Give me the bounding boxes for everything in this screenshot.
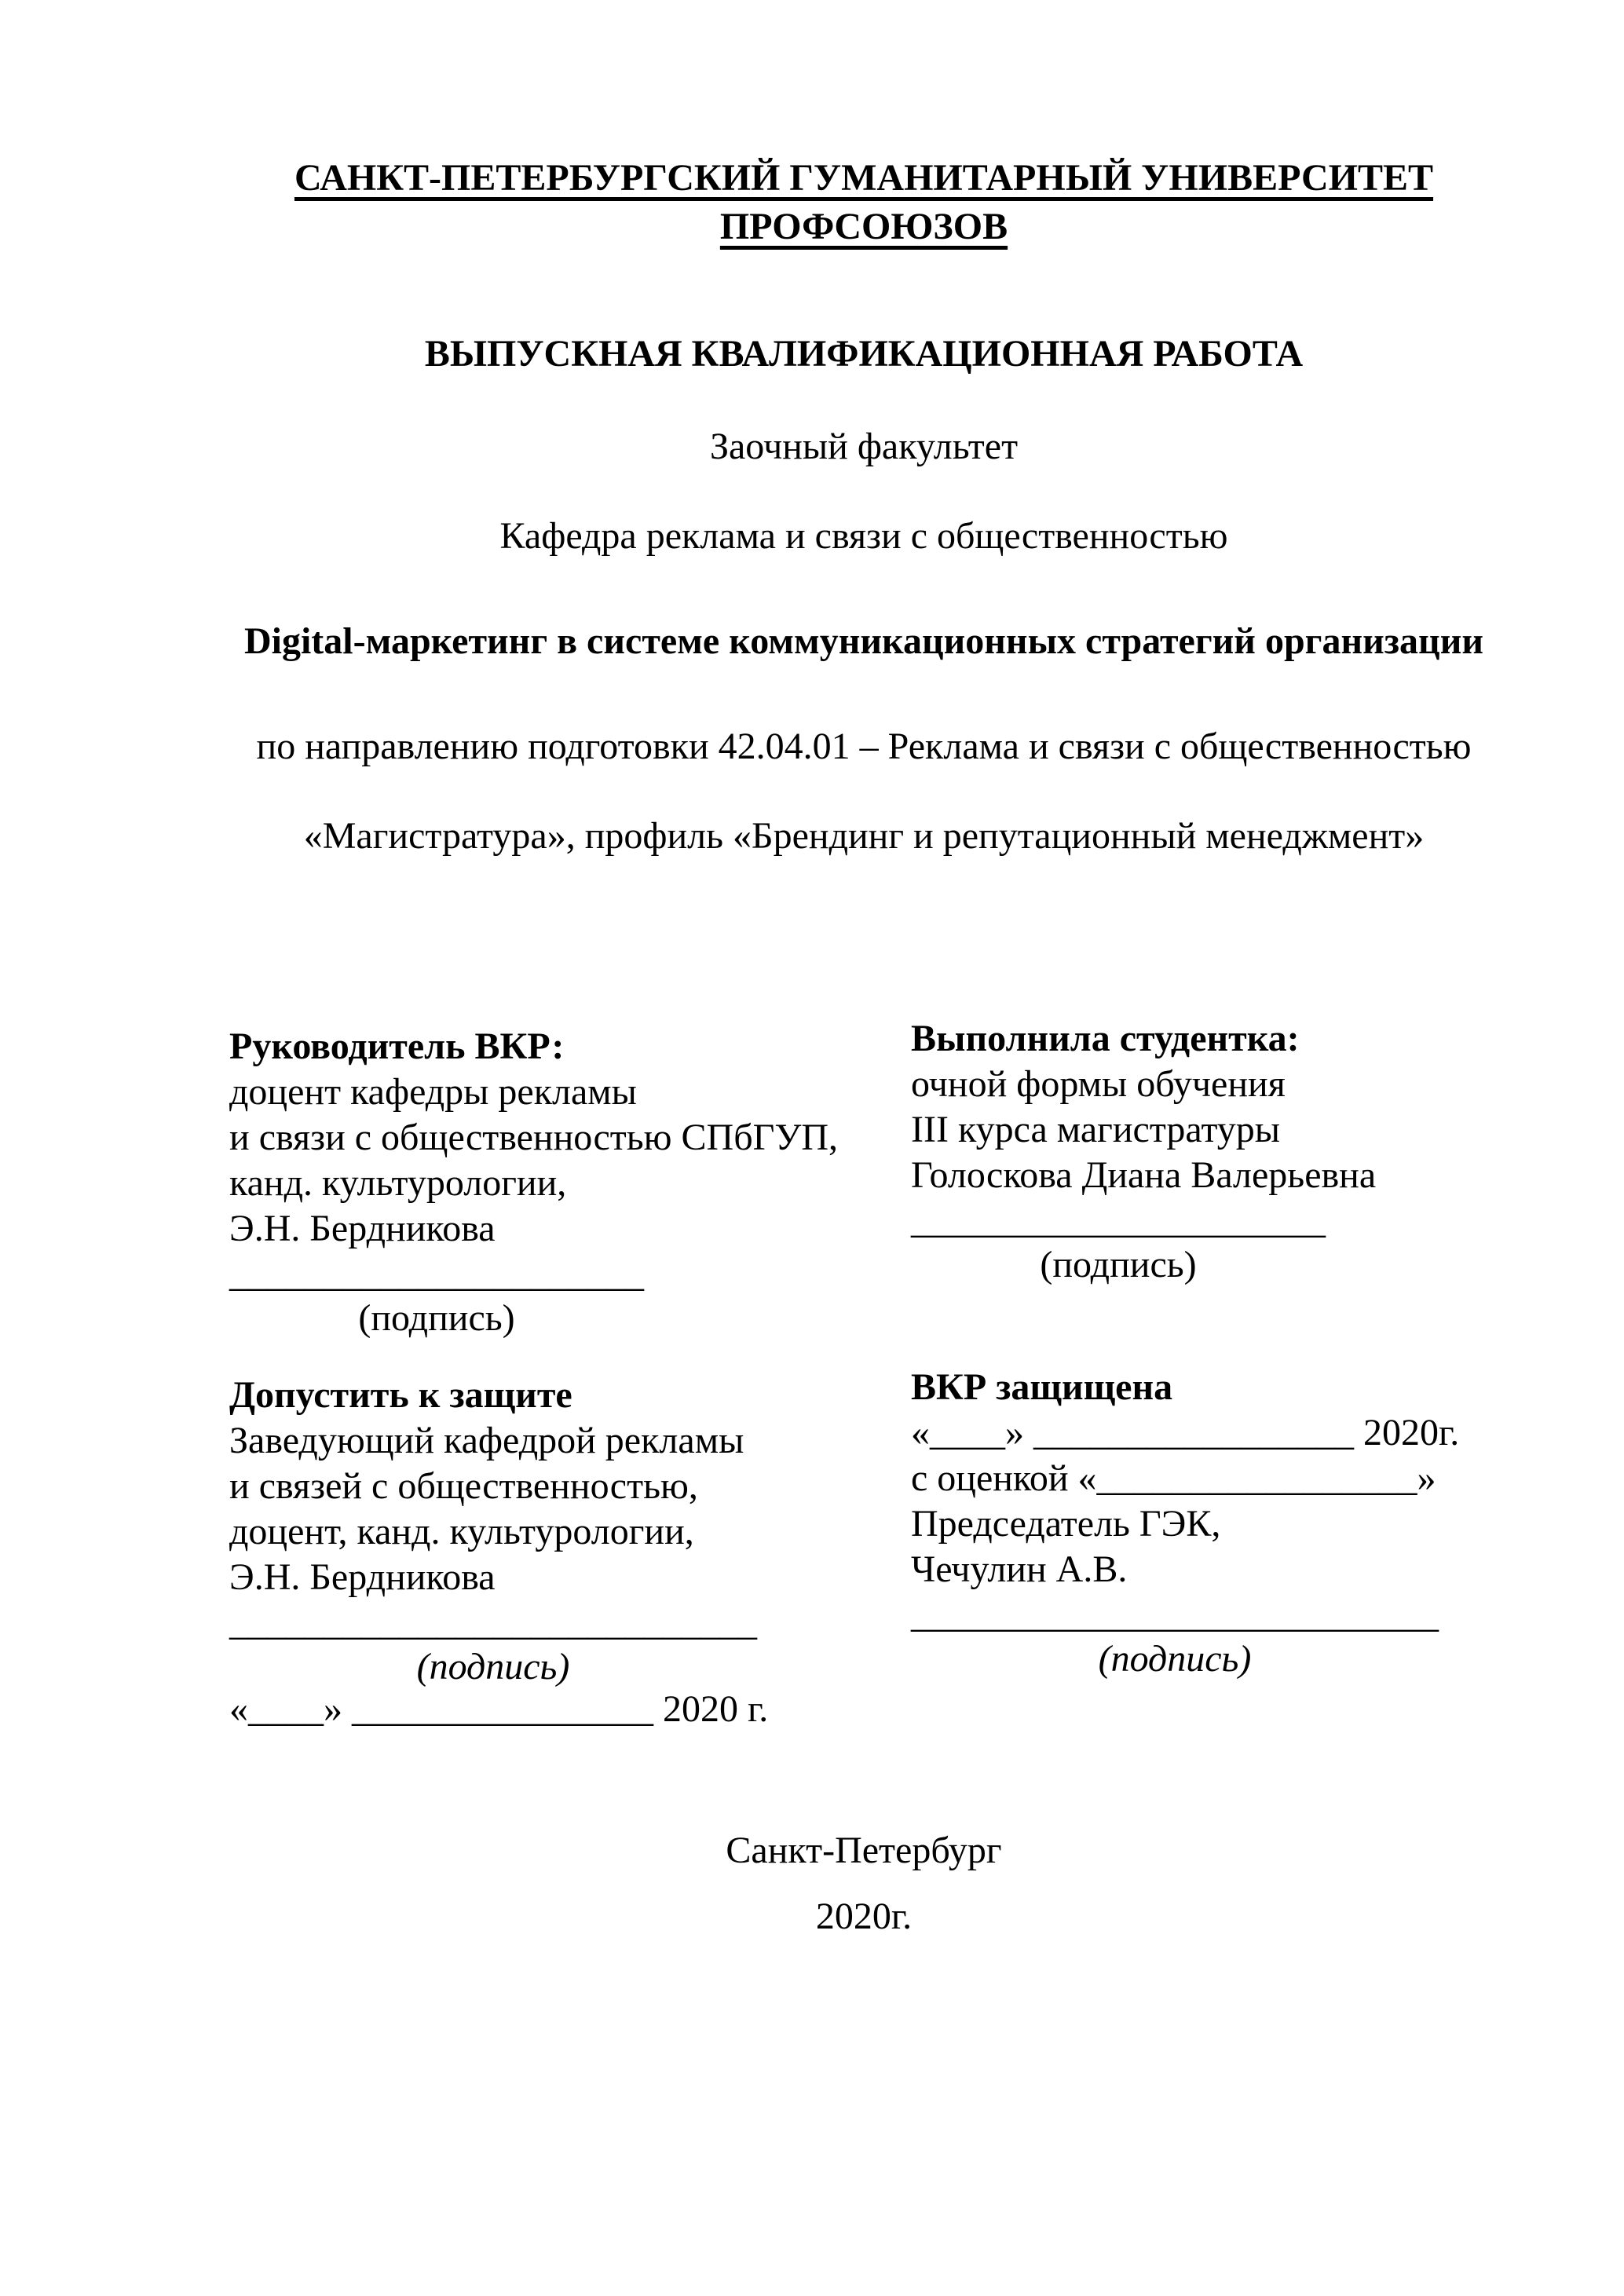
program-line: «Магистратура», профиль «Брендинг и репутационный менеджмент» xyxy=(303,815,1425,857)
supervisor-line-1: доцент кафедры рекламы xyxy=(229,1071,637,1113)
university-name-line1 xyxy=(236,154,1492,203)
student-header: Выполнила студентка: xyxy=(911,1018,1300,1059)
defense-line-2: Чечулин А.В. xyxy=(911,1548,1128,1590)
defense-grade-line: с оценкой «_________________» xyxy=(911,1457,1436,1499)
supervisor-line-2: и связи с общественностью СПбГУП, xyxy=(229,1117,839,1158)
admission-signature-line: ____________________________ xyxy=(229,1602,757,1643)
admission-line-3: доцент, канд. культурологии, xyxy=(229,1511,694,1552)
admission-header: Допустить к защите xyxy=(229,1374,572,1416)
student-signature-line: ______________________ xyxy=(911,1200,1326,1241)
student-block xyxy=(911,1016,1539,1286)
defense-signature-line: ____________________________ xyxy=(911,1594,1439,1636)
supervisor-header: Руководитель ВКР: xyxy=(229,1026,565,1067)
admission-line-2: и связей с общественностью, xyxy=(229,1465,698,1507)
university-name xyxy=(236,154,1492,251)
admission-signature-area xyxy=(229,1600,757,1688)
supervisor-line-4: Э.Н. Бердникова xyxy=(229,1208,496,1249)
admission-line-1: Заведующий кафедрой рекламы xyxy=(229,1420,744,1461)
year-line: 2020г. xyxy=(815,1896,913,1937)
student-line-2: III курса магистратуры xyxy=(911,1109,1281,1150)
admission-line-4: Э.Н. Бердникова xyxy=(229,1556,496,1598)
defense-line-1: Председатель ГЭК, xyxy=(911,1503,1221,1545)
supervisor-signature-caption: (подпись) xyxy=(358,1297,515,1339)
department-line: Кафедра реклама и связи с общественностью xyxy=(499,515,1228,557)
admission-signature-caption: (подпись) xyxy=(416,1646,570,1687)
city-line: Санкт-Петербург xyxy=(726,1830,1002,1871)
student-line-3: Голоскова Диана Валерьевна xyxy=(911,1154,1377,1196)
thesis-title-line: Digital-маркетинг в системе коммуникационных стратегий организации xyxy=(243,620,1484,662)
university-name-text1: САНКТ-ПЕТЕРБУРГСКИЙ ГУМАНИТАРНЫЙ УНИВЕРСИТЕТ xyxy=(294,157,1434,199)
defense-date-line: «____» _________________ 2020г. xyxy=(911,1412,1460,1453)
faculty-line: Заочный факультет xyxy=(709,426,1019,467)
direction-line: по направлению подготовки 42.04.01 – Реклама и связи с общественностью xyxy=(256,726,1472,767)
supervisor-block xyxy=(229,1024,920,1340)
defense-signature-area xyxy=(911,1592,1439,1680)
admission-date-line: «____» ________________ 2020 г. xyxy=(229,1688,769,1730)
defense-signature-caption: (подпись) xyxy=(1098,1638,1252,1680)
admission-block xyxy=(229,1373,920,1731)
university-name-line2 xyxy=(236,203,1492,251)
work-type-heading: ВЫПУСКНАЯ КВАЛИФИКАЦИОННАЯ РАБОТА xyxy=(424,333,1304,375)
supervisor-line-3: канд. культурологии, xyxy=(229,1162,567,1204)
defense-header: ВКР защищена xyxy=(911,1366,1173,1408)
student-signature-caption: (подпись) xyxy=(1040,1244,1197,1285)
supervisor-signature-line: ______________________ xyxy=(229,1253,644,1295)
defense-block xyxy=(911,1365,1547,1680)
student-line-1: очной формы обучения xyxy=(911,1063,1286,1105)
supervisor-signature-area xyxy=(229,1252,644,1340)
university-name-text2: ПРОФСОЮЗОВ xyxy=(719,206,1008,247)
student-signature-area xyxy=(911,1198,1326,1286)
